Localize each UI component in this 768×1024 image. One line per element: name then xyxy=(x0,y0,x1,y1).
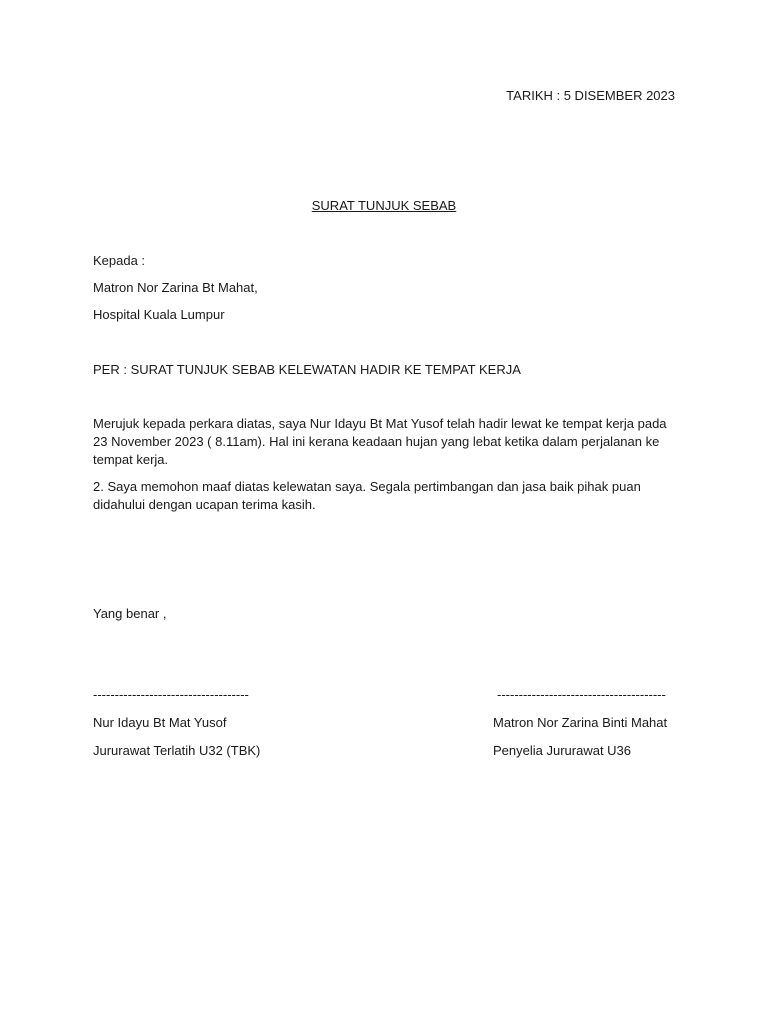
approver-name: Matron Nor Zarina Binti Mahat xyxy=(493,715,668,730)
recipient-label: Kepada : xyxy=(93,253,146,268)
letter-date: TARIKH : 5 DISEMBER 2023 xyxy=(506,88,675,103)
letter-title: SURAT TUNJUK SEBAB xyxy=(311,198,457,213)
letter-subject: PER : SURAT TUNJUK SEBAB KELEWATAN HADIR KE TEMPAT KERJA xyxy=(93,362,521,377)
body-paragraph-2: 2. Saya memohon maaf diatas kelewatan saya. Segala pertimbangan dan jasa baik pihak puan didahului dengan ucapan terima kasih. xyxy=(93,479,641,512)
signature-line-approver: --------------------------------------- xyxy=(497,687,666,702)
recipient-organization: Hospital Kuala Lumpur xyxy=(93,307,225,322)
body-paragraph-1: Merujuk kepada perkara diatas, saya Nur Idayu Bt Mat Yusof telah hadir lewat ke tempat kerja pada 23 November 2023 ( 8.11am). Hal ini kerana keadaan hujan yang lebat ketika dalam perjalanan ke tempat kerja. xyxy=(93,416,667,467)
sender-name: Nur Idayu Bt Mat Yusof xyxy=(93,715,227,730)
letter-closing: Yang benar , xyxy=(93,606,167,621)
signature-line-sender: ------------------------------------ xyxy=(93,687,249,702)
sender-position: Jururawat Terlatih U32 (TBK) xyxy=(93,743,261,758)
approver-position: Penyelia Jururawat U36 xyxy=(493,743,632,758)
recipient-name: Matron Nor Zarina Bt Mahat, xyxy=(93,280,258,295)
